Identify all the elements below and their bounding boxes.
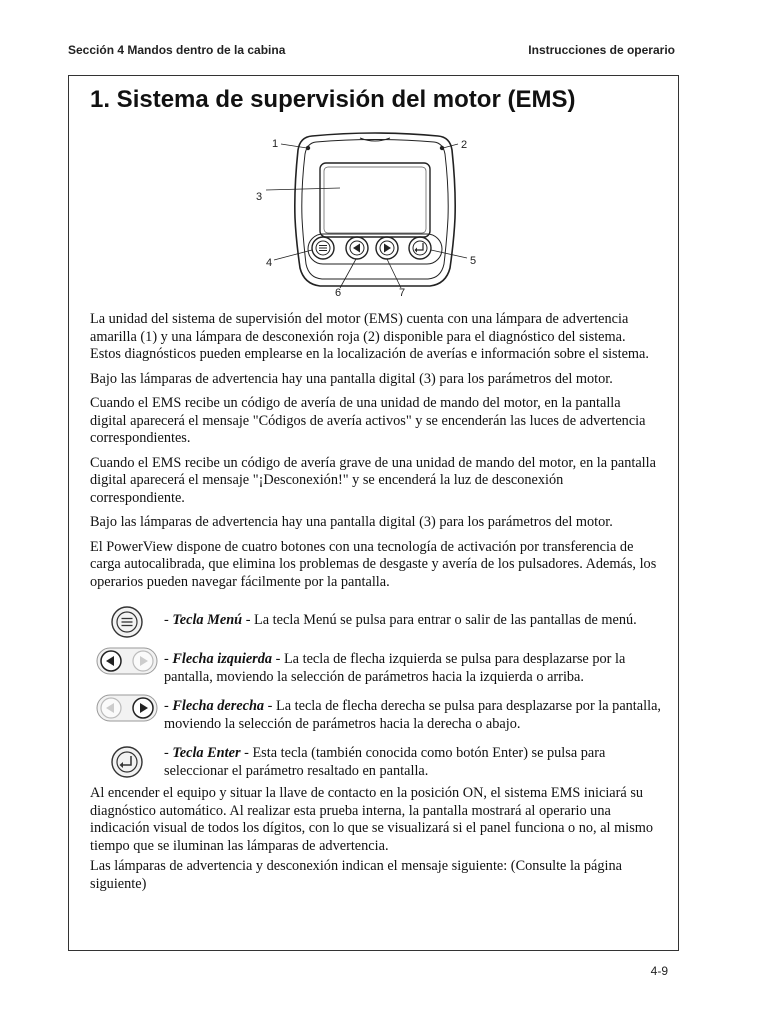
paragraph: Bajo las lámparas de advertencia hay una pantalla digital (3) para los parámetros del motor.	[90, 370, 613, 387]
key-descriptions	[90, 605, 665, 785]
key-name: Flecha derecha	[172, 698, 265, 714]
callout-4: 4	[266, 257, 273, 269]
key-row-enter: - Tecla Enter - Esta tecla (también conocida como botón Enter) se pulsa para seleccionar el parámetro resaltado en pantalla.	[90, 738, 665, 780]
callout-5: 5	[470, 255, 477, 267]
left-arrow-key-icon	[90, 644, 164, 678]
enter-key-icon	[90, 738, 164, 778]
menu-key-icon	[90, 605, 164, 639]
callout-6: 6	[335, 287, 342, 299]
closing-paragraphs	[90, 785, 660, 900]
callout-2: 2	[461, 139, 468, 151]
key-row-right-arrow: - Flecha derecha - La tecla de flecha derecha se pulsa para desplazarse por la pantalla, moviendo la selección de parámetros hacia la derecha o abajo.	[90, 691, 665, 733]
intro-paragraphs	[90, 311, 660, 598]
key-name: Flecha izquierda	[172, 651, 273, 667]
ems-display-diagram	[250, 128, 500, 303]
right-arrow-key-icon	[90, 691, 164, 725]
key-row-left-arrow: - Flecha izquierda - La tecla de flecha izquierda se pulsa para desplazarse por la pantalla, moviendo la selección de parámetros hacia la izquierda o arriba.	[90, 644, 665, 686]
right-arrow-button-icon	[376, 237, 398, 259]
key-row-menu: - Tecla Menú - La tecla Menú se pulsa para entrar o salir de las pantallas de menú.	[90, 605, 665, 639]
page-number: 4-9	[650, 964, 668, 978]
page-title: 1. Sistema de supervisión del motor (EMS)	[90, 86, 576, 113]
enter-button-icon	[409, 237, 431, 259]
callout-1: 1	[272, 138, 279, 150]
menu-button-icon	[312, 237, 334, 259]
key-name: Tecla Menú	[172, 612, 243, 628]
callout-7: 7	[399, 287, 406, 299]
key-name: Tecla Enter	[172, 745, 241, 761]
paragraph: El PowerView dispone de cuatro botones con una tecnología de activación por transferencia de carga autocalibrada, que elimina los problemas de desgaste y avería de los pulsadores. Además, los operarios pueden navegar fácilmente por la pantalla.	[90, 538, 657, 590]
callout-3: 3	[256, 191, 263, 203]
paragraph: Bajo las lámparas de advertencia hay una pantalla digital (3) para los parámetros del motor.	[90, 514, 613, 530]
header-section-title: Sección 4 Mandos dentro de la cabina	[68, 43, 286, 57]
paragraph: Cuando el EMS recibe un código de avería de una unidad de mando del motor, en la pantalla digital aparecerá el mensaje "Códigos de avería activos" y se encenderán las luces de advertencia correspondientes.	[90, 395, 646, 446]
left-arrow-button-icon	[346, 237, 368, 259]
paragraph: Cuando el EMS recibe un código de avería grave de una unidad de mando del motor, en la pantalla digital aparecerá el mensaje "¡Desconexión!" y se encenderá la luz de desconexión correspondiente.	[90, 454, 656, 506]
digital-display	[320, 163, 430, 237]
paragraph: Las lámparas de advertencia y desconexión indican el mensaje siguiente: (Consulte la página siguiente)	[90, 858, 622, 892]
paragraph: Al encender el equipo y situar la llave de contacto en la posición ON, el sistema EMS iniciará su diagnóstico automático. Al realizar esta prueba interna, la pantalla mostrará al operario una indicación visual de todos los dígitos, con lo que se visualizará si el panel funciona o no, al mismo tiempo que se iluminan las lámparas de advertencia.	[90, 785, 654, 854]
header-manual-title: Instrucciones de operario	[528, 43, 675, 57]
paragraph: La unidad del sistema de supervisión del motor (EMS) cuenta con una lámpara de advertencia amarilla (1) y una lámpara de desconexión roja (2) disponible para el diagnóstico del sistema. Estos diagnósticos pueden emplearse en la localización de averías e información sobre el sistema.	[90, 311, 649, 362]
